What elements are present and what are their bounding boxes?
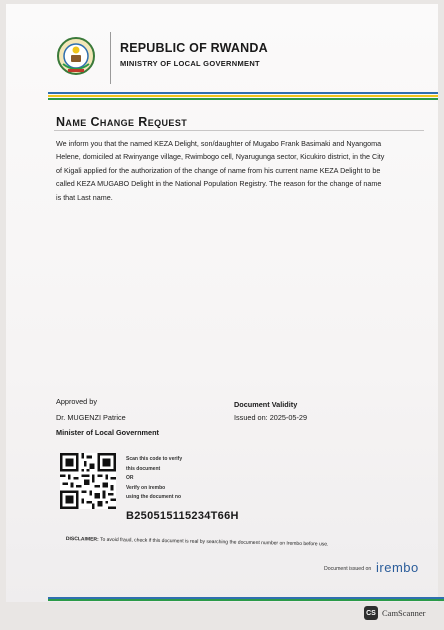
rwanda-coat-of-arms-icon (56, 36, 96, 76)
ministry-title: MINISTRY OF LOCAL GOVERNMENT (120, 59, 260, 68)
validity-label: Document Validity (234, 400, 298, 409)
title-divider (54, 130, 424, 131)
camscanner-logo-icon: CS (364, 606, 378, 620)
footer-color-band (48, 597, 444, 603)
issued-on-label: Document issued on (324, 566, 372, 572)
irembo-logo: irembo (376, 560, 419, 575)
letterhead (48, 28, 408, 90)
disclaimer-label: DISCLAIMER: (65, 536, 99, 543)
request-body: We inform you that the named KEZA Delight, son/daughter of Mugabo Frank Basimaki and Nyangoma Helene, domiciled at Rwinyange village, Rwimbogo cell, Nyarugunga sector, Kicukiro district, in the City of Kigali applied for the authorization of the change of name from his current name KEZA Delight to be called KEZA MUGABO Delight in the National Population Registry. The reason for the change of name is that Last name. (56, 139, 385, 202)
document-number: B250515115234T66H (126, 510, 239, 522)
disclaimer (66, 536, 329, 547)
country-title: REPUBLIC OF RWANDA (120, 41, 268, 55)
header-divider (110, 32, 111, 84)
qr-code[interactable] (60, 453, 116, 509)
camscanner-watermark: CamScanner (382, 608, 426, 618)
document-sheet (6, 4, 438, 602)
issued-date: Issued on: 2025-05-29 (234, 413, 308, 422)
approved-by-label: Approved by (56, 397, 97, 406)
approver-role: Minister of Local Government (56, 428, 159, 437)
verification-instructions: Scan this code to verify this document OR Verify on irembo using the document no (126, 456, 183, 501)
approver-name: Dr. MUGENZI Patrice (56, 413, 126, 422)
flag-color-band (48, 92, 438, 100)
document-title: Name Change Request (56, 115, 188, 129)
disclaimer-text: To avoid fraud, check if this document is real by searching the document number on Irembo before use. (98, 536, 329, 548)
